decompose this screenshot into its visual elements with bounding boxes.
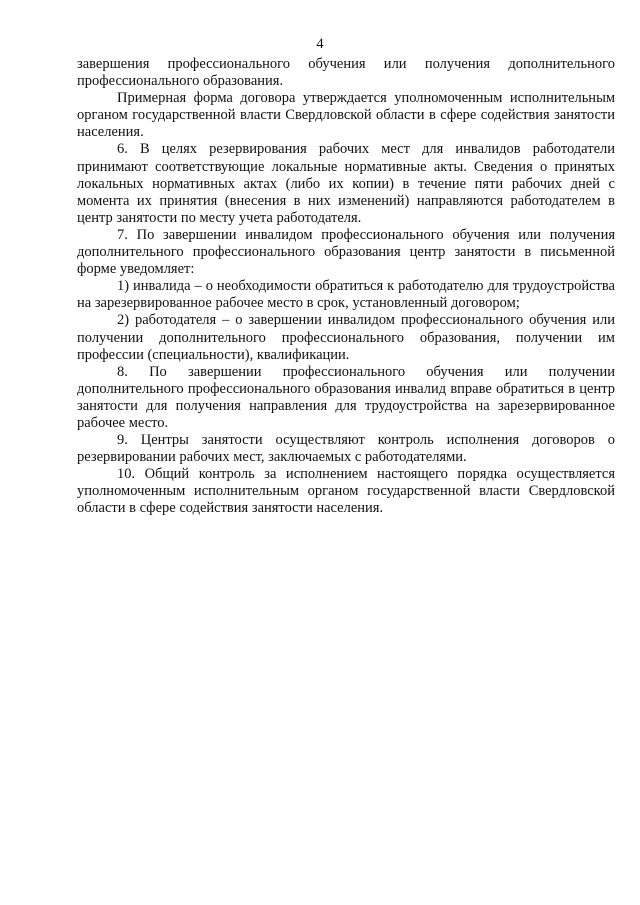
paragraph: 6. В целях резервирования рабочих мест для инвалидов работодатели принимают соответствующие локальные нормативные акты. Сведения о принятых локальных нормативных актах (либо их копии) в течение пяти рабочих дней с момента их принятия (внесения в них изменений) направляются работодателем в центр занятости по месту учета работодателя. [77, 141, 615, 226]
page-number: 4 [316, 36, 324, 52]
paragraph: 9. Центры занятости осуществляют контроль исполнения договоров о резервировании рабочих мест, заключаемых с работодателями. [77, 432, 615, 466]
document-body [77, 56, 615, 518]
paragraph: 10. Общий контроль за исполнением настоящего порядка осуществляется уполномоченным исполнительным органом государственной власти Свердловской области в сфере содействия занятости населения. [77, 466, 615, 517]
paragraph: 8. По завершении профессионального обучения или получении дополнительного профессионального образования инвалид вправе обратиться в центр занятости для получения направления для трудоустройства на зарезервированное рабочее место. [77, 363, 615, 431]
paragraph: 2) работодателя – о завершении инвалидом профессионального обучения или получении дополнительного профессионального образования, получении им профессии (специальности), квалификации. [77, 312, 615, 363]
paragraph: завершения профессионального обучения или получения дополнительного профессионального образования. [77, 56, 615, 90]
paragraph: 1) инвалида – о необходимости обратиться к работодателю для трудоустройства на зарезервированное рабочее место в срок, установленный договором; [77, 278, 615, 312]
paragraph: 7. По завершении инвалидом профессионального обучения или получения дополнительного профессионального образования центр занятости в письменной форме уведомляет: [77, 226, 615, 278]
paragraph: Примерная форма договора утверждается уполномоченным исполнительным органом государственной власти Свердловской области в сфере содействия занятости населения. [77, 90, 615, 141]
